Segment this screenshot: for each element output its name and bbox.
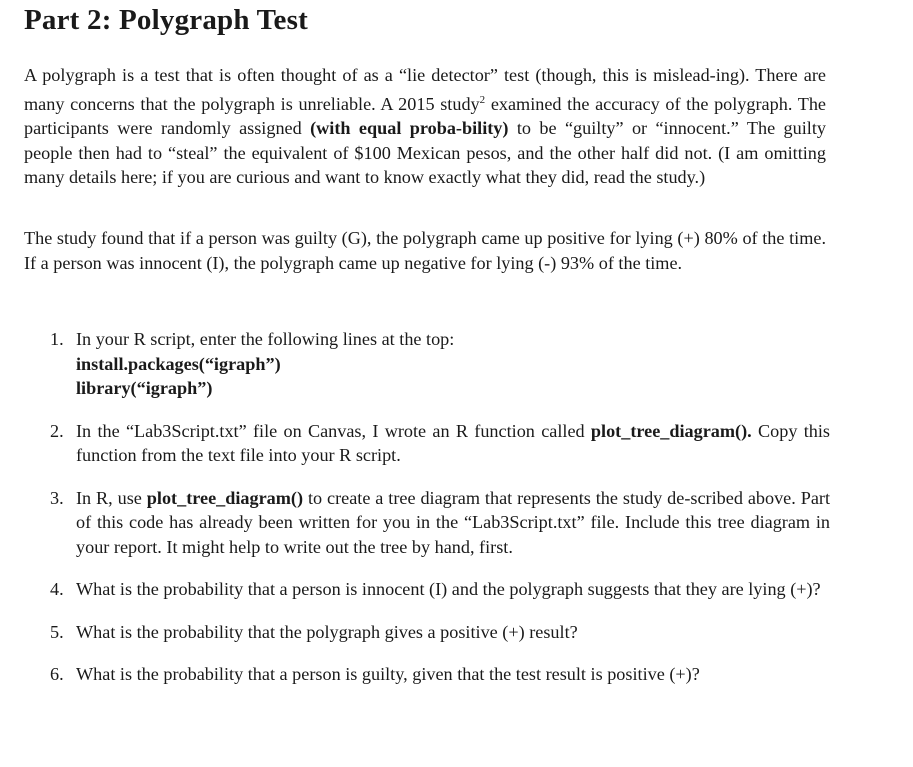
list-item — [50, 577, 830, 602]
item-text: Copy this function from the text file into your R script. — [76, 420, 830, 465]
list-item — [50, 419, 830, 468]
function-name: plot_tree_diagram(). — [590, 420, 752, 441]
intro-bold: (with equal proba-bility) — [310, 118, 509, 139]
intro-text-a: A polygraph is a test that is often thought of as a “lie detector” test (though, this is mislead-ing). There are many concerns that the polygraph is unreliable. A 2015 study — [24, 65, 826, 114]
intro-text-b: examined the accuracy of the polygraph. The participants were randomly assigned — [24, 93, 826, 139]
list-item — [50, 662, 830, 687]
item-text: What is the probability that a person is guilty, given that the test result is positive (+)? — [76, 664, 700, 684]
intro-text-c: to be “guilty” or “innocent.” The guilty people then had to “steal” the equivalent of $100 Mexican pesos, and the other half did not. (I am omitting many details here; if you are curious and want to know exactly what they did, read the study.) — [24, 118, 826, 188]
item-number: 3. — [50, 487, 64, 508]
item-text: What is the probability that a person is innocent (I) and the polygraph suggests that they are lying (+)? — [76, 579, 821, 599]
item-text: What is the probability that the polygraph gives a positive (+) result? — [76, 621, 578, 642]
item-text: In your R script, enter the following lines at the top: — [76, 329, 455, 349]
findings-paragraph: The study found that if a person was guilty (G), the polygraph came up positive for lying (+) 80% of the time. If a person was innocent (I), the polygraph came up negative for lying (-) 93% of the time. — [24, 228, 826, 273]
item-number: 2. — [50, 420, 64, 441]
item-number: 6. — [50, 664, 64, 684]
function-name: plot_tree_diagram() — [146, 487, 304, 508]
item-number: 4. — [50, 579, 64, 599]
code-line: install.packages(“igraph”) — [76, 353, 281, 374]
footnote-marker: 2 — [479, 93, 486, 106]
item-text: to create a tree diagram that represents the study de-scribed above. Part of this code has already been written for you in the “Lab3Script.txt” file. Include this tree diagram in your report. It might help to write out the tree by hand, first. — [76, 487, 831, 557]
item-text: In R, use — [76, 487, 147, 508]
item-text: In the “Lab3Script.txt” file on Canvas, I wrote an R function called — [76, 420, 591, 441]
section-title: Part 2: Polygraph Test — [24, 4, 308, 36]
item-number: 5. — [50, 621, 64, 642]
list-item — [50, 327, 830, 401]
list-item — [50, 620, 830, 645]
intro-paragraph — [24, 63, 826, 190]
question-list — [50, 327, 830, 687]
code-line: library(“igraph”) — [76, 378, 213, 398]
item-number: 1. — [50, 329, 64, 349]
list-item — [50, 486, 830, 560]
